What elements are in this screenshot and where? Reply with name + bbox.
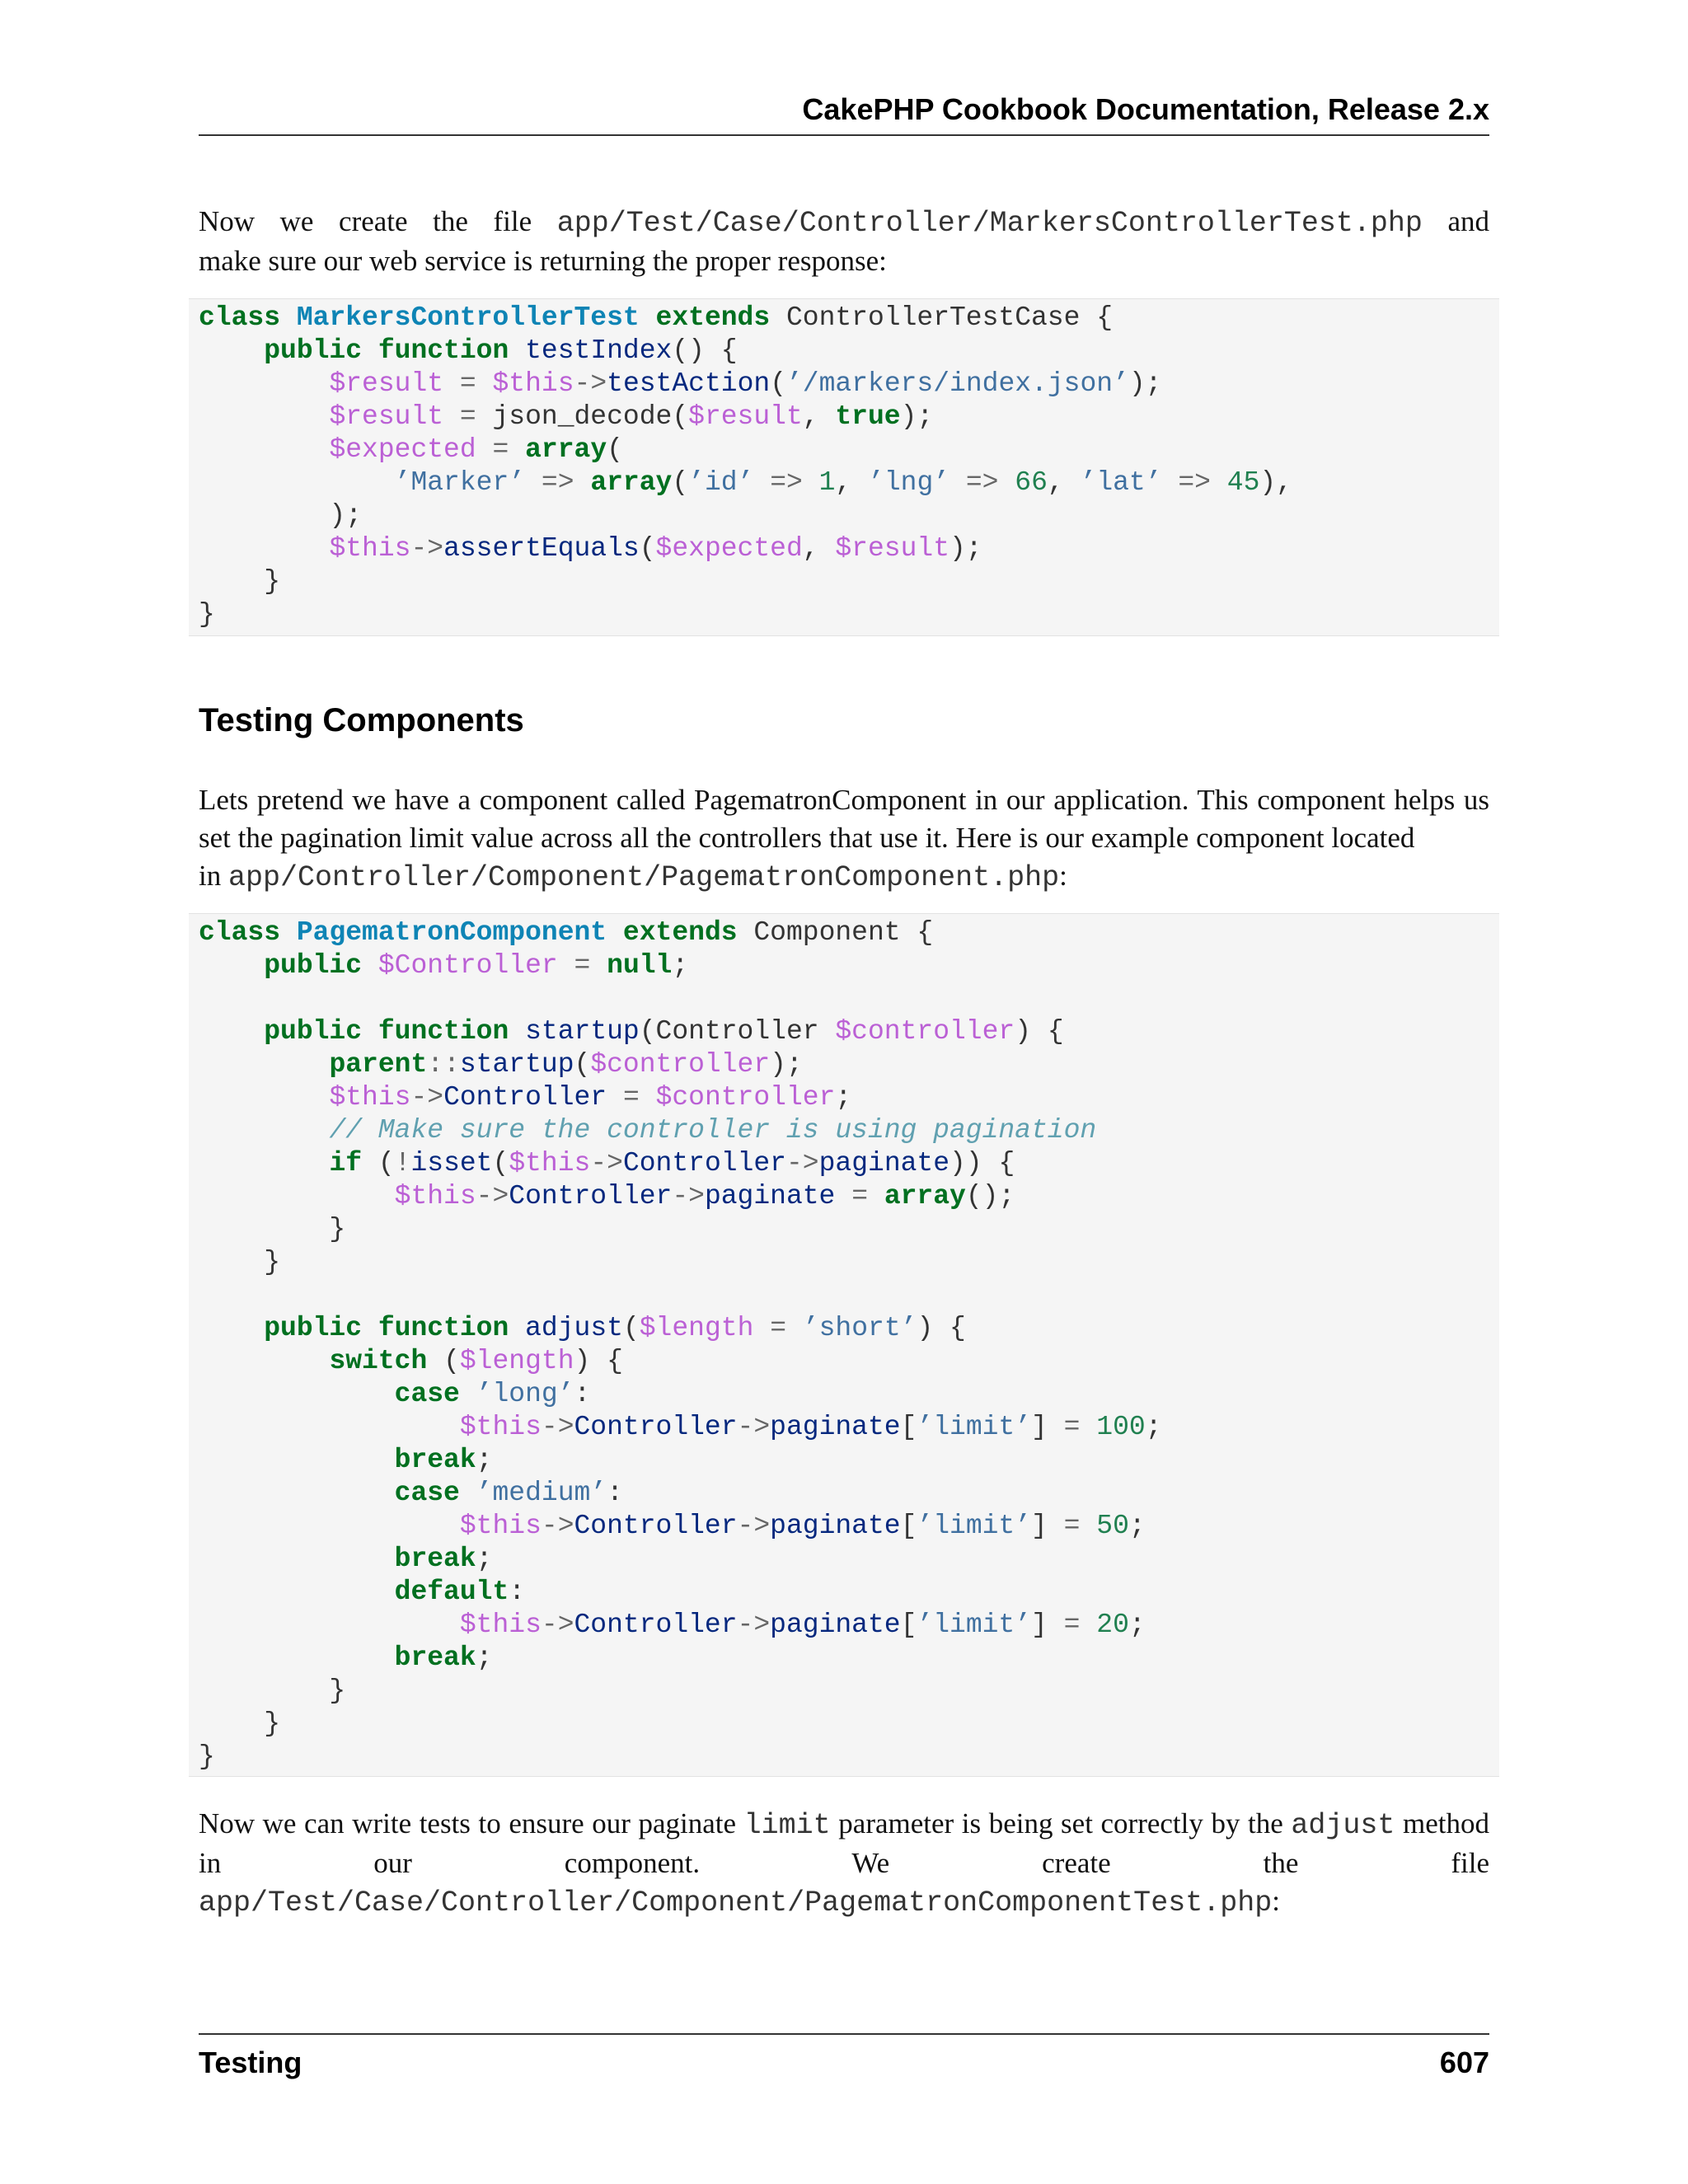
code-token: public [264, 950, 363, 981]
code-token: ’limit’ [917, 1412, 1032, 1442]
code-token: ) { [917, 1313, 966, 1343]
code-token: Controller [443, 1082, 607, 1113]
code-token [199, 1544, 395, 1574]
code-token: ’id’ [688, 467, 754, 498]
code-token: ) { [574, 1346, 623, 1376]
code-token: [ [900, 1511, 917, 1541]
code-line [199, 302, 1292, 335]
code-token: default [394, 1577, 509, 1607]
code-token: ; [835, 1082, 852, 1113]
code-token [1080, 1511, 1096, 1541]
code-token: ; [1145, 1412, 1162, 1442]
code-line [199, 1510, 1162, 1543]
code-token: ’lng’ [868, 467, 950, 498]
code-token [199, 401, 329, 432]
code-token: paginate [704, 1181, 836, 1212]
code-token: ControllerTestCase { [770, 302, 1114, 333]
code-token: ’medium’ [476, 1478, 607, 1508]
code-token: -> [590, 1148, 623, 1179]
code-token [199, 950, 264, 981]
code-token: ); [900, 401, 934, 432]
code-token [199, 1511, 460, 1541]
code-line [199, 1048, 1162, 1081]
code-line [199, 1741, 1162, 1774]
code-token: extends [655, 302, 771, 333]
tests-text-1: Now we can write tests to ensure our paginate [199, 1807, 737, 1840]
code-token [835, 1181, 851, 1212]
code-token: } [199, 1675, 346, 1706]
code-token [460, 1379, 476, 1409]
code-line [199, 1642, 1162, 1675]
code-token [199, 1115, 329, 1146]
code-token: $controller [835, 1016, 1015, 1047]
running-header: CakePHP Cookbook Documentation, Release 2.x [802, 92, 1489, 126]
code-line [199, 1114, 1162, 1147]
code-token [199, 1379, 395, 1409]
code-token: -> [786, 1148, 819, 1179]
code-line [199, 401, 1292, 434]
code-token [362, 1313, 378, 1343]
code-token: array [590, 467, 673, 498]
code-token: ; [476, 1643, 493, 1673]
code-token [509, 434, 525, 465]
code-line [199, 434, 1292, 466]
code-token: Controller [574, 1412, 738, 1442]
code-token: $this [329, 1082, 411, 1113]
code-token [362, 950, 378, 981]
code-token: -> [410, 1082, 444, 1113]
code-token: -> [574, 368, 607, 399]
code-token: ! [394, 1148, 411, 1179]
code-listing-pagematron-component [199, 916, 1162, 1774]
code-token: testAction [607, 368, 771, 399]
code-token [280, 302, 297, 333]
code-token [1080, 1412, 1096, 1442]
code-token: => [965, 467, 999, 498]
code-token: $expected [329, 434, 476, 465]
code-token [1080, 1610, 1096, 1640]
code-token: function [377, 1016, 509, 1047]
code-token: testIndex [525, 335, 673, 366]
code-token: -> [672, 1181, 705, 1212]
code-token: $this [459, 1412, 542, 1442]
code-token [443, 368, 460, 399]
code-token [199, 434, 329, 465]
code-token: 50 [1096, 1511, 1129, 1541]
code-token [590, 950, 607, 981]
code-token [199, 1016, 264, 1047]
code-line [199, 1213, 1162, 1246]
code-token [199, 1478, 395, 1508]
code-token: ( [672, 467, 689, 498]
code-line [199, 532, 1292, 565]
intro-text: Now we create the file [199, 205, 532, 237]
code-token: = [492, 434, 509, 465]
tests-paragraph [199, 1805, 1489, 1922]
tests-text-2: parameter is being set correctly by the [838, 1807, 1283, 1840]
code-token: = [1063, 1610, 1081, 1640]
code-token: } [199, 1741, 215, 1772]
code-token: : [607, 1478, 623, 1508]
code-token: 45 [1226, 467, 1260, 498]
code-token: -> [541, 1610, 574, 1640]
code-token: = [770, 1313, 786, 1343]
code-token: :: [427, 1049, 460, 1080]
code-token: , [802, 401, 836, 432]
components-paragraph [199, 781, 1489, 897]
code-token [199, 1445, 395, 1475]
tests-text-end: : [1272, 1885, 1280, 1917]
code-token: switch [329, 1346, 428, 1376]
code-line [199, 335, 1292, 368]
code-token [640, 302, 656, 333]
code-token [362, 335, 378, 366]
test-file-path: app/Test/Case/Controller/Component/PagematronComponentTest.php [199, 1886, 1273, 1919]
section-heading: Testing Components [199, 702, 524, 738]
code-token [199, 1082, 329, 1113]
code-token: // Make sure the controller is using pagination [329, 1115, 1097, 1146]
code-token [607, 917, 623, 948]
code-line [199, 1246, 1162, 1279]
code-token: ; [672, 950, 689, 981]
code-token [558, 950, 574, 981]
code-token [199, 1412, 460, 1442]
code-token: paginate [770, 1412, 901, 1442]
code-token [199, 1610, 460, 1640]
code-token: => [1178, 467, 1211, 498]
code-line [199, 982, 1162, 1015]
code-token: } [199, 599, 215, 630]
code-line [199, 1609, 1162, 1642]
code-token [199, 335, 264, 366]
code-token: ( [362, 1148, 395, 1179]
code-token: $Controller [377, 950, 558, 981]
code-token [362, 1016, 378, 1047]
code-line [199, 1708, 1162, 1741]
code-token: break [394, 1445, 476, 1475]
code-token: = [1063, 1511, 1081, 1541]
code-token: public [264, 335, 363, 366]
code-token [607, 1082, 623, 1113]
intro-file-path: app/Test/Case/Controller/MarkersControllerTest.php [556, 207, 1423, 240]
code-token: $this [509, 1148, 591, 1179]
code-token: : [574, 1379, 591, 1409]
code-token: -> [476, 1181, 509, 1212]
code-token [199, 1577, 395, 1607]
code-token: $length [459, 1346, 574, 1376]
code-line [199, 1312, 1162, 1345]
code-token: ] [1031, 1412, 1064, 1442]
code-token: [ [900, 1412, 917, 1442]
code-line [199, 1411, 1162, 1444]
code-line [199, 1477, 1162, 1510]
footer-rule [199, 2033, 1489, 2035]
code-line [199, 1378, 1162, 1411]
code-token: $this [329, 533, 411, 564]
code-token [803, 467, 819, 498]
code-token: = [459, 368, 476, 399]
code-token: $result [835, 533, 950, 564]
code-token: () { [672, 335, 738, 366]
code-token [525, 467, 542, 498]
code-token: )) { [950, 1148, 1015, 1179]
code-line [199, 1576, 1162, 1609]
code-line [199, 1147, 1162, 1180]
code-token: $controller [655, 1082, 836, 1113]
code-token: ); [1128, 368, 1162, 399]
code-line [199, 466, 1292, 499]
code-line [199, 916, 1162, 949]
code-token: ) { [1015, 1016, 1064, 1047]
code-token [640, 1082, 656, 1113]
code-line [199, 368, 1292, 401]
code-token: 20 [1096, 1610, 1129, 1640]
code-token: -> [541, 1511, 574, 1541]
code-token: ); [199, 500, 363, 531]
code-token [574, 467, 591, 498]
code-token: startup [525, 1016, 640, 1047]
code-token: ; [1128, 1610, 1146, 1640]
code-token: $result [688, 401, 803, 432]
code-token [199, 368, 329, 399]
code-token: ), [1259, 467, 1292, 498]
code-token: ’limit’ [917, 1511, 1032, 1541]
code-token: = [851, 1181, 868, 1212]
code-token: $this [394, 1181, 476, 1212]
code-token: true [835, 401, 901, 432]
code-token [199, 1181, 395, 1212]
components-text-end: : [1059, 860, 1067, 892]
code-token [199, 1346, 329, 1376]
page-number: 607 [1439, 2046, 1489, 2079]
code-token: class [199, 917, 281, 948]
code-token [199, 533, 329, 564]
code-token: -> [410, 533, 444, 564]
code-token: ( [770, 368, 786, 399]
code-token: ( [607, 434, 623, 465]
code-token: -> [737, 1610, 771, 1640]
code-token: Controller [574, 1610, 738, 1640]
code-token: , [1047, 467, 1081, 498]
code-line [199, 565, 1292, 598]
code-token: 100 [1096, 1412, 1146, 1442]
footer-section-name: Testing [199, 2046, 302, 2079]
code-token: $expected [655, 533, 803, 564]
code-token: = [574, 950, 591, 981]
code-token [509, 335, 525, 366]
code-token [199, 1148, 329, 1179]
code-token: adjust [525, 1313, 623, 1343]
code-token: paginate [770, 1511, 901, 1541]
header-rule [199, 134, 1489, 136]
code-token: ] [1031, 1511, 1064, 1541]
code-token: array [525, 434, 607, 465]
code-token: ’limit’ [917, 1610, 1032, 1640]
code-token: $this [459, 1610, 542, 1640]
code-token: = [1063, 1412, 1081, 1442]
code-token: ); [770, 1049, 803, 1080]
code-token: public [264, 1313, 363, 1343]
tests-text-3: method in our component. We create the file [199, 1807, 1490, 1879]
intro-paragraph [199, 203, 1489, 280]
code-token: paginate [818, 1148, 950, 1179]
code-token [509, 1313, 525, 1343]
code-token: -> [541, 1412, 574, 1442]
code-token: ’lat’ [1080, 467, 1162, 498]
code-token: $result [329, 368, 444, 399]
code-token: array [884, 1181, 966, 1212]
code-token: } [199, 1247, 281, 1277]
code-line [199, 1675, 1162, 1708]
code-token: break [394, 1544, 476, 1574]
code-token: (Controller [639, 1016, 836, 1047]
code-line [199, 1444, 1162, 1477]
code-token: ’Marker’ [394, 467, 526, 498]
code-token [199, 1049, 329, 1080]
code-line [199, 1279, 1162, 1312]
code-token [509, 1016, 525, 1047]
code-token: $length [639, 1313, 754, 1343]
code-token: ; [476, 1544, 493, 1574]
code-token [786, 1313, 803, 1343]
code-line [199, 499, 1292, 532]
code-token: (); [965, 1181, 1015, 1212]
code-token: $this [459, 1511, 542, 1541]
code-token: => [770, 467, 803, 498]
code-token: startup [459, 1049, 574, 1080]
code-line [199, 1081, 1162, 1114]
code-token [280, 917, 297, 948]
code-token: ); [950, 533, 982, 564]
components-text-in: in [199, 860, 222, 892]
components-text: Lets pretend we have a component called PagematronComponent in our application. This component helps us set the pagination limit value across all the controllers that use it. Here is our example component located [199, 784, 1489, 854]
code-line [199, 1543, 1162, 1576]
code-line [199, 1180, 1162, 1213]
code-token [476, 434, 493, 465]
code-token: json_decode( [476, 401, 689, 432]
code-token [199, 1643, 395, 1673]
code-token: => [541, 467, 574, 498]
code-token [1162, 467, 1179, 498]
code-listing-markers-test [199, 302, 1292, 631]
code-token: -> [737, 1511, 771, 1541]
code-token: 1 [818, 467, 836, 498]
code-token: ’long’ [476, 1379, 574, 1409]
code-token: ( [574, 1049, 591, 1080]
code-token: if [329, 1148, 363, 1179]
code-token: paginate [770, 1610, 901, 1640]
code-token: assertEquals [443, 533, 640, 564]
code-token: Controller [622, 1148, 786, 1179]
code-token: } [199, 1708, 281, 1739]
code-token [950, 467, 966, 498]
intro-text-and: and [1447, 205, 1490, 237]
component-file-path: app/Controller/Component/PagematronComponent.php [227, 861, 1060, 894]
code-token: } [199, 1214, 346, 1244]
code-token: $controller [590, 1049, 771, 1080]
code-token [1211, 467, 1227, 498]
code-token: class [199, 302, 281, 333]
code-token: = [622, 1082, 640, 1113]
code-token: null [607, 950, 673, 981]
code-token: case [394, 1379, 460, 1409]
code-line [199, 949, 1162, 982]
code-token: ( [622, 1313, 640, 1343]
code-token: ( [492, 1148, 509, 1179]
code-token: 66 [1015, 467, 1048, 498]
code-token: Controller [509, 1181, 673, 1212]
code-token: , [835, 467, 869, 498]
code-token: } [199, 566, 281, 597]
code-token: extends [622, 917, 738, 948]
code-token: , [802, 533, 836, 564]
code-token: break [394, 1643, 476, 1673]
code-token [199, 1313, 264, 1343]
code-token: ( [427, 1346, 460, 1376]
code-token: Controller [574, 1511, 738, 1541]
code-token: ] [1031, 1610, 1064, 1640]
code-token: = [459, 401, 476, 432]
inline-code-adjust: adjust [1291, 1809, 1395, 1842]
code-token [998, 467, 1015, 498]
code-token: ’short’ [802, 1313, 917, 1343]
code-line [199, 1015, 1162, 1048]
intro-text-continued: make sure our web service is returning the proper response: [199, 245, 887, 277]
code-token: -> [737, 1412, 771, 1442]
inline-code-limit: limit [743, 1809, 831, 1842]
code-token: ; [476, 1445, 493, 1475]
code-token: public [264, 1016, 363, 1047]
code-token: parent [329, 1049, 428, 1080]
code-token: PagematronComponent [296, 917, 607, 948]
code-token [199, 467, 395, 498]
code-token: isset [410, 1148, 493, 1179]
code-token [753, 467, 770, 498]
code-line [199, 598, 1292, 631]
code-token: $result [329, 401, 444, 432]
code-token [460, 1478, 476, 1508]
code-token [753, 1313, 770, 1343]
code-token: [ [900, 1610, 917, 1640]
code-token: Component { [737, 917, 934, 948]
code-token: ’/markers/index.json’ [786, 368, 1129, 399]
code-token: : [509, 1577, 526, 1607]
code-token: function [377, 1313, 509, 1343]
code-line [199, 1345, 1162, 1378]
code-token [476, 368, 493, 399]
code-token: ( [639, 533, 656, 564]
code-token: ; [1128, 1511, 1146, 1541]
code-token: $this [492, 368, 574, 399]
code-token: case [394, 1478, 460, 1508]
code-token [868, 1181, 884, 1212]
code-token: function [377, 335, 509, 366]
code-token [443, 401, 460, 432]
code-token: MarkersControllerTest [296, 302, 640, 333]
